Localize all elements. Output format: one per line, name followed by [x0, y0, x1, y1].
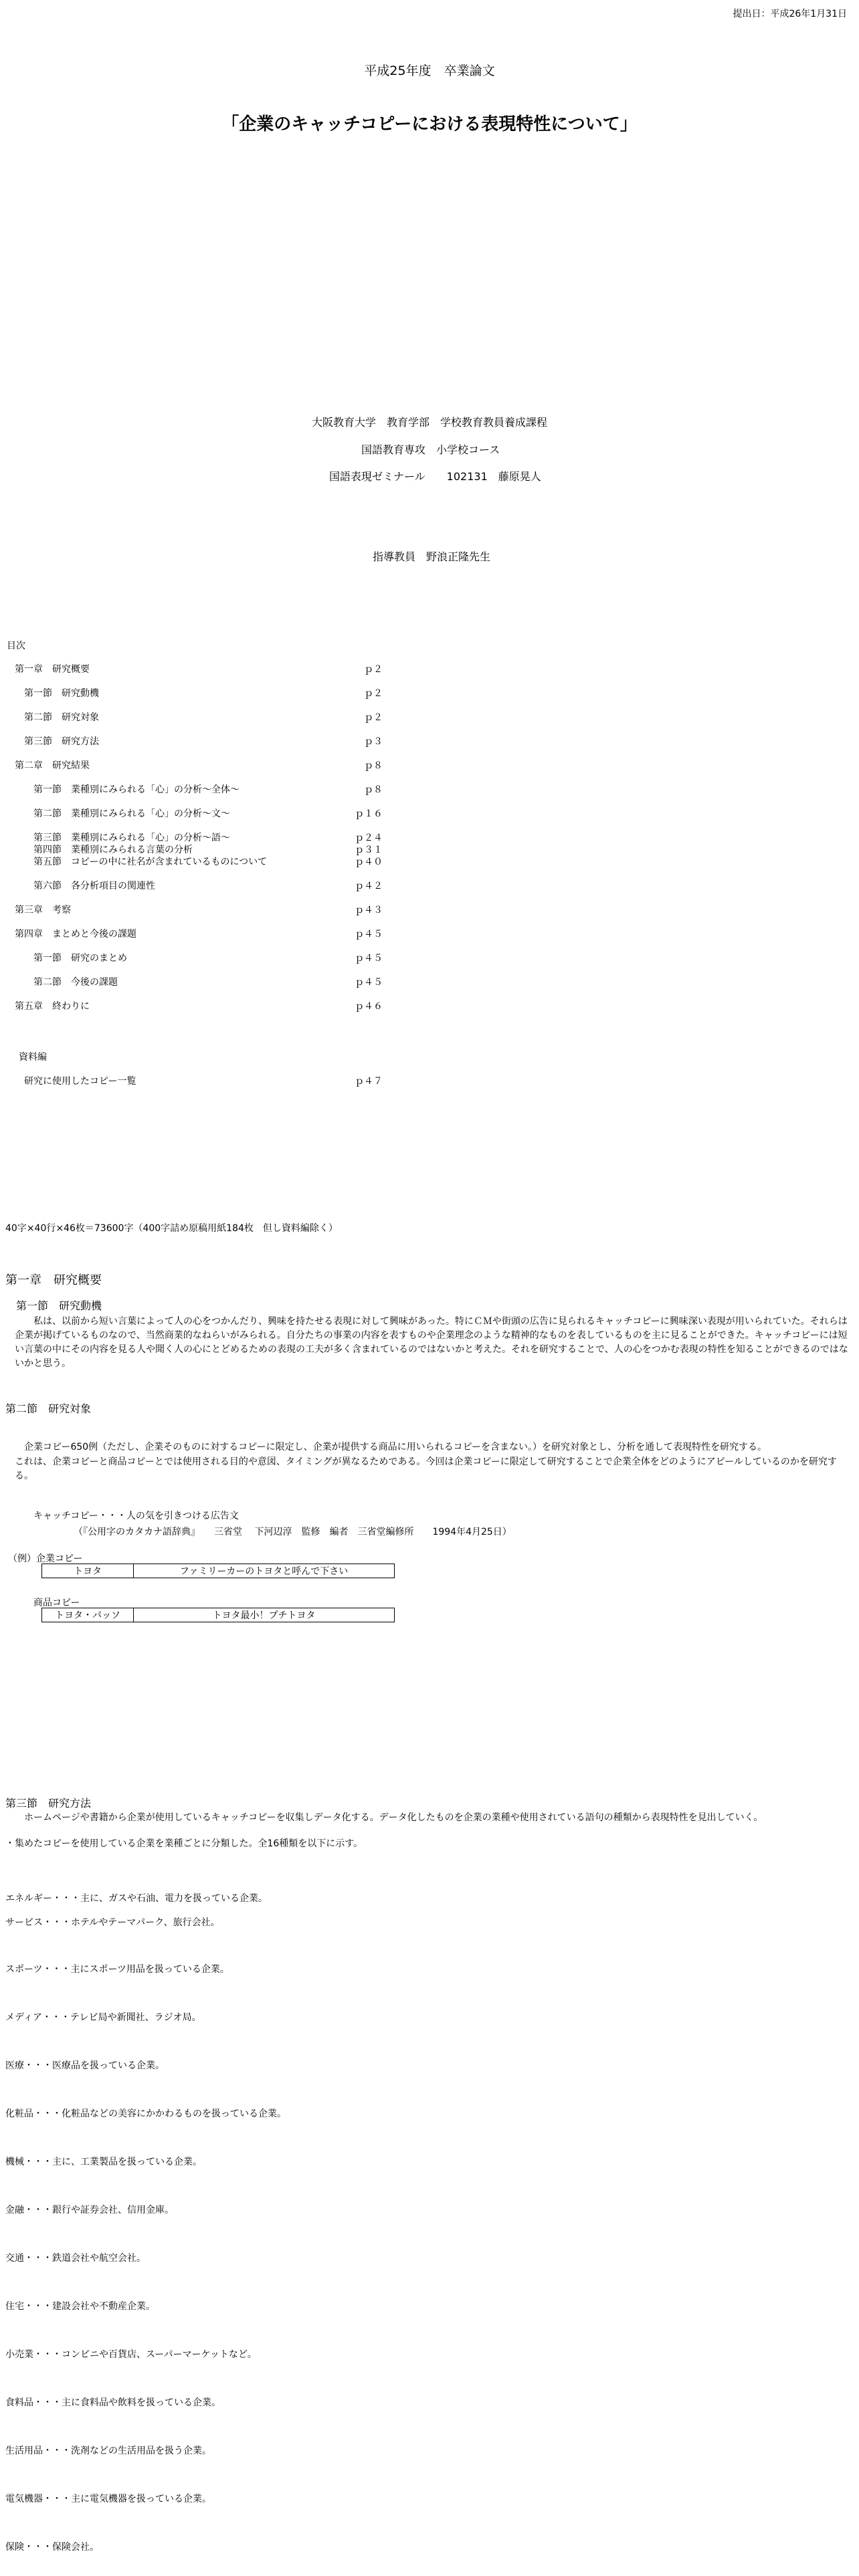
section1-heading: 第一節 研究動機	[16, 1299, 102, 1312]
chapter1-heading: 第一章 研究概要	[5, 1273, 102, 1287]
word-count-note: 40字×40行×46枚＝73600字（400字詰め原稿用紙184枚 但し資料編除く）	[5, 1223, 338, 1234]
industry-list-item: 電気機器・・・主に電気機器を扱っている企業。	[5, 2494, 211, 2504]
toc-entry[interactable]	[15, 999, 383, 1012]
toc-entry-page: ｐ３	[364, 736, 383, 747]
submit-date: 提出日：平成26年1月31日	[733, 9, 847, 19]
toc-entry[interactable]	[15, 710, 383, 724]
industry-list-item: 機械・・・主に、工業製品を扱っている企業。	[5, 2157, 202, 2167]
toc-entry-label: 第五章 終わりに	[15, 1001, 90, 1012]
toc-entry[interactable]	[15, 879, 383, 892]
example-label-product: 商品コピー	[33, 1598, 80, 1608]
toc-entry-page: ｐ４５	[355, 929, 383, 940]
toc-entry-label: 第四節 業種別にみられる言葉の分析	[33, 845, 193, 855]
catchcopy-definition: キャッチコピー・・・人の気を引きつける広告文	[33, 1511, 239, 1521]
example-copy-cell: ファミリーカーのトヨタと呼んで下さい	[134, 1564, 395, 1578]
toc-entry-label: 第四章 まとめと今後の課題	[15, 929, 136, 940]
toc-entry-page: ｐ４７	[355, 1076, 383, 1087]
corporate-copy-example-table	[41, 1564, 395, 1578]
industry-list-item: メディア・・・テレビ局や新聞社、ラジオ局。	[5, 2012, 201, 2023]
industry-list-item: 金融・・・銀行や証券会社、信用金庫。	[5, 2205, 174, 2216]
toc-entry[interactable]	[15, 758, 383, 772]
toc-entry[interactable]	[15, 782, 383, 796]
toc-entry-label: 第二節 研究対象	[24, 712, 99, 723]
toc-entry[interactable]	[15, 807, 383, 820]
toc-entry-label: 第二章 研究結果	[15, 760, 90, 771]
industry-list-item: スポーツ・・・主にスポーツ用品を扱っている企業。	[5, 1964, 229, 1975]
table-row	[42, 1564, 395, 1578]
toc-entry-label: 第二節 今後の課題	[33, 977, 118, 988]
industry-classification-intro: ・集めたコピーを使用している企業を業種ごとに分類した。全16種類を以下に示す。	[5, 1838, 363, 1849]
thesis-year-line: 平成25年度 卒業論文	[364, 64, 495, 78]
example-company-cell: トヨタ・パッソ	[42, 1608, 134, 1622]
toc-entry-label: 第一節 業種別にみられる「心」の分析～全体～	[33, 784, 240, 795]
example-label-corporate: （例）企業コピー	[8, 1553, 83, 1564]
toc-entry[interactable]	[15, 855, 383, 868]
toc-entry-page: ｐ１６	[355, 809, 383, 819]
toc-entry-page: ｐ２	[364, 664, 383, 675]
industry-list-item: エネルギー・・・主に、ガスや石油、電力を扱っている企業。	[5, 1893, 268, 1904]
industry-list-item: 食料品・・・主に食料品や飲料を扱っている企業。	[5, 2397, 221, 2408]
toc-entry-page: ｐ４５	[355, 977, 383, 988]
industry-list-item: 保険・・・保険会社。	[5, 2542, 99, 2553]
toc-entry-page: ｐ２	[364, 688, 383, 699]
industry-list-item: 化粧品・・・化粧品などの美容にかかわるものを扱っている企業。	[5, 2109, 286, 2119]
toc-entry[interactable]	[15, 734, 383, 748]
section2-body-2: これは、企業コピーと商品コピーとでは使用される目的や意図、タイミングが異なるためである。今回は企業コピーに限定して研究することで企業全体をどのようにアピールしているのかを研究する。	[15, 1457, 837, 1481]
toc-entry-label: 第五節 コピーの中に社名が含まれているものについて	[33, 857, 268, 867]
toc-entry-label: 第三節 研究方法	[24, 736, 99, 747]
section1-body: 私は、以前から短い言葉によって人の心をつかんだり、興味を持たせる表現に対して興味があった。特にＣＭや街頭の広告に見られるキャッチコピーに興味深い表現が用いられていた。それらは企業が掲げているものなので、当然商業的なねらいがみられる。自分たちの事業の内容を表すものや企業理念のような精神的なものを表しているものを主に見ることができた。キャッチコピーには短い言葉の中にその内容を見る人や聞く人の心にとどめるための表現の工夫が多く含まれているのではないかと考えた。それを研究することで、人の心をつかむ表現の特性を知ることができるのではないかと思う。	[15, 1316, 848, 1369]
toc-entry-label: 研究に使用したコピー一覧	[24, 1076, 136, 1087]
toc-entry[interactable]	[15, 686, 383, 700]
advisor-name: 指導教員 野浪正隆先生	[373, 550, 491, 563]
toc-entry[interactable]	[15, 975, 383, 988]
author-affiliation: 大阪教育大学 教育学部 学校教育教員養成課程	[311, 416, 547, 429]
toc-entry-page: ｐ８	[364, 784, 383, 795]
industry-list-item: サービス・・・ホテルやテーマパーク、旅行会社。	[5, 1917, 220, 1928]
industry-list-item: 医療・・・医療品を扱っている企業。	[5, 2060, 165, 2071]
industry-list-item: 交通・・・鉄道会社や航空会社。	[5, 2253, 146, 2264]
example-copy-cell: トヨタ最小！プチトヨタ	[134, 1608, 395, 1622]
table-row	[42, 1608, 395, 1622]
toc-entry-label: 第二節 業種別にみられる「心」の分析～文～	[33, 809, 230, 819]
toc-entry[interactable]	[15, 662, 383, 675]
toc-entry-page: ｐ４３	[355, 905, 383, 916]
example-company-cell: トヨタ	[42, 1564, 134, 1578]
toc-entry-page: ｐ８	[364, 760, 383, 771]
toc-entry-label: 第六節 各分析項目の関連性	[33, 881, 155, 891]
toc-entry-page: ｐ３１	[355, 845, 383, 855]
product-copy-example-table	[41, 1608, 395, 1622]
toc-entry-page: ｐ４６	[355, 1001, 383, 1012]
toc-entry-page: ｐ４０	[355, 857, 383, 867]
section3-body: ホームページや書籍から企業が使用しているキャッチコピーを収集しデータ化する。データ化したものを企業の業種や使用されている語句の種類から表現特性を見出していく。	[24, 1812, 763, 1823]
section2-body-1: 企業コピー650例（ただし、企業そのものに対するコピーに限定し、企業が提供する商品に用いられるコピーを含まない。）を研究対象とし、分析を通して表現特性を研究する。	[24, 1442, 767, 1453]
author-major: 国語教育専攻 小学校コース	[361, 443, 500, 456]
toc-entry[interactable]	[15, 951, 383, 964]
toc-entry-page: ｐ２	[364, 712, 383, 723]
toc-entry[interactable]	[15, 831, 383, 844]
definition-source: （『公用字のカタカナ語辞典』 三省堂 下河辺淳 監修 編者 三省堂編修所 1994年4月25日）	[74, 1527, 512, 1537]
toc-entry-page: ｐ２４	[355, 833, 383, 843]
toc-entry-label: 第一節 研究動機	[24, 688, 99, 699]
toc-entry-label: 第三節 業種別にみられる「心」の分析～語～	[33, 833, 230, 843]
toc-entry[interactable]	[15, 903, 383, 916]
toc-entry-page: ｐ４２	[355, 881, 383, 891]
toc-heading: 目次	[7, 641, 25, 651]
section2-heading: 第二節 研究対象	[5, 1402, 92, 1415]
toc-entry[interactable]	[15, 1074, 383, 1087]
toc-entry-label: 第一章 研究概要	[15, 664, 90, 675]
industry-list-item: 生活用品・・・洗剤などの生活用品を扱う企業。	[5, 2446, 211, 2456]
industry-list-item: 小売業・・・コンビニや百貨店、スーパーマーケットなど。	[5, 2349, 257, 2360]
toc-entry-page: ｐ４５	[355, 953, 383, 964]
thesis-title: 「企業のキャッチコピーにおける表現特性について」	[221, 114, 638, 134]
toc-entry-label: 第一節 研究のまとめ	[33, 953, 127, 964]
author-seminar: 国語表現ゼミナール 102131 藤原晃人	[329, 470, 541, 483]
toc-entry-label: 第三章 考察	[15, 905, 71, 916]
toc-appendix-heading: 資料編	[19, 1052, 47, 1063]
section3-heading: 第三節 研究方法	[5, 1797, 92, 1810]
toc-entry[interactable]	[15, 843, 383, 856]
toc-entry[interactable]	[15, 927, 383, 940]
industry-list-item: 住宅・・・建設会社や不動産企業。	[5, 2301, 155, 2312]
